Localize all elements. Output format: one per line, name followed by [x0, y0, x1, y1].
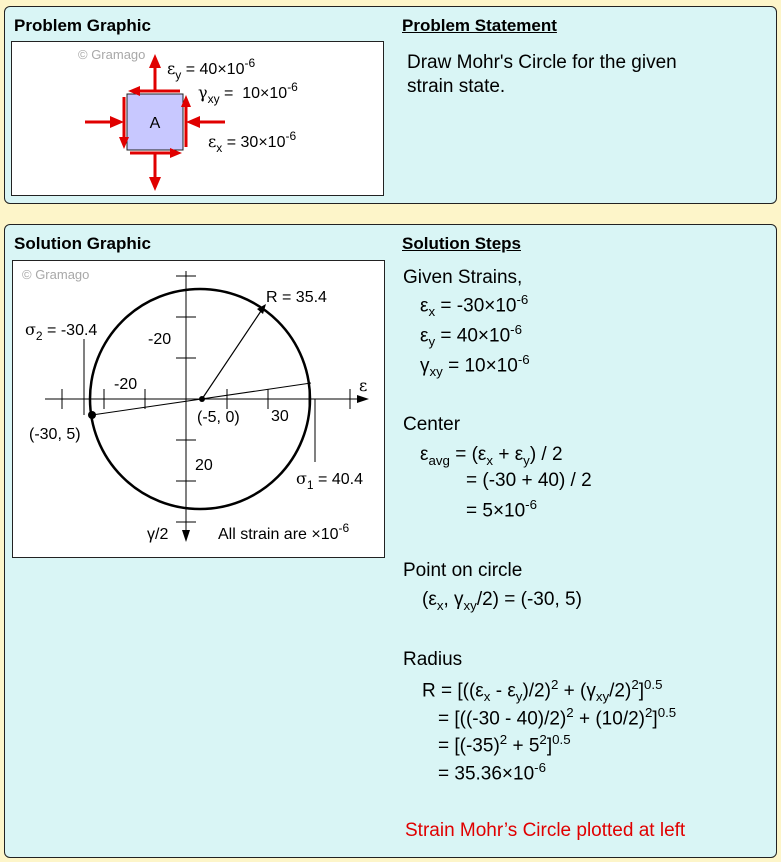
gxy-label: $\gamma_{xy} = 10\times 10^{-6}$ — [198, 80, 298, 106]
conclusion-text: Strain Mohr’s Circle plotted at left — [405, 820, 686, 841]
radius-arrow — [202, 311, 261, 399]
problem-watermark: © Gramago — [78, 47, 146, 62]
center-label: (-5, 0) — [197, 409, 240, 426]
center-title: Center — [403, 414, 461, 435]
problem-panel — [4, 6, 777, 204]
element-label: A — [149, 115, 161, 132]
radius-label: R = 35.4 — [266, 289, 327, 306]
gamma-axis-label: γ/2 — [147, 526, 169, 543]
strain-element-diagram — [12, 42, 383, 195]
given-ex: $\varepsilon_x = -30\times 10^{-6}$ — [420, 292, 529, 320]
problem-graphic-title: Problem Graphic — [14, 16, 151, 35]
statement-line-1: Draw Mohr's Circle for the given — [407, 52, 677, 73]
center-line-2: = (-30 + 40) / 2 — [466, 470, 592, 491]
gamma-axis-arrowhead — [182, 530, 190, 542]
ex-label: $\varepsilon_x = 30\times 10^{-6}$ — [208, 129, 297, 155]
ey-label: $\varepsilon_y = 40\times 10^{-6}$ — [167, 56, 256, 82]
normal-arrow-left — [85, 116, 124, 128]
radius-line-1: $R = [((\varepsilon_x - \varepsilon_y)/2)^2 + (\gamma_{xy}/2)^2]^{0.5}$ — [422, 677, 663, 705]
sigma1-label: $\sigma_1 = 40.4$ — [296, 469, 363, 492]
strain-point — [88, 411, 96, 419]
epsilon-axis-arrowhead — [357, 395, 369, 403]
radius-line-4: = $35.36\times 10^{-6}$ — [438, 760, 546, 785]
point-title: Point on circle — [403, 560, 523, 581]
given-gxy: $\gamma_{xy} = 10\times 10^{-6}$ — [420, 352, 530, 380]
statement-line-2: strain state. — [407, 76, 506, 97]
units-note: All strain are $\times 10^{-6}$ — [218, 521, 350, 543]
center-line-3: = $5\times 10^{-6}$ — [466, 497, 537, 522]
center-line-1: $\varepsilon_{avg} = (\varepsilon_x + \varepsilon_y) / 2$ — [420, 444, 563, 468]
radius-line-3: = $[(-35)^2 + 5^2]^{0.5}$ — [438, 732, 571, 757]
solution-steps-title: Solution Steps — [402, 234, 521, 253]
normal-arrow-right — [186, 116, 225, 128]
radius-title: Radius — [403, 649, 463, 670]
tick-label-y-neg20: -20 — [148, 331, 172, 348]
mohr-circle-graphic — [12, 260, 385, 558]
tick-label-x-neg20: -20 — [114, 376, 138, 393]
normal-arrow-top — [149, 54, 161, 90]
solution-panel — [4, 224, 777, 858]
point-label: (-30, 5) — [29, 426, 81, 443]
point-line: ($\varepsilon_x$, $\gamma_{xy}/2) = (-30$, 5) — [422, 589, 582, 613]
epsilon-axis-label: ε — [359, 376, 368, 395]
given-ey: $\varepsilon_y = 40\times 10^{-6}$ — [420, 322, 522, 350]
tick-label-x-30: 30 — [271, 408, 289, 425]
normal-arrow-bottom — [149, 154, 161, 191]
problem-statement-title: Problem Statement — [402, 16, 557, 35]
radius-line-2: = $[((-30 - 40)/2)^2 + (10/2)^2]^{0.5}$ — [438, 705, 677, 730]
problem-graphic — [11, 41, 384, 196]
given-title: Given Strains, — [403, 267, 523, 288]
solution-watermark: © Gramago — [22, 267, 90, 282]
tick-label-y-20: 20 — [195, 457, 213, 474]
mohr-circle-svg — [13, 261, 384, 557]
solution-graphic-title: Solution Graphic — [14, 234, 151, 253]
sigma2-label: $\sigma_2 = -30.4$ — [25, 320, 98, 343]
